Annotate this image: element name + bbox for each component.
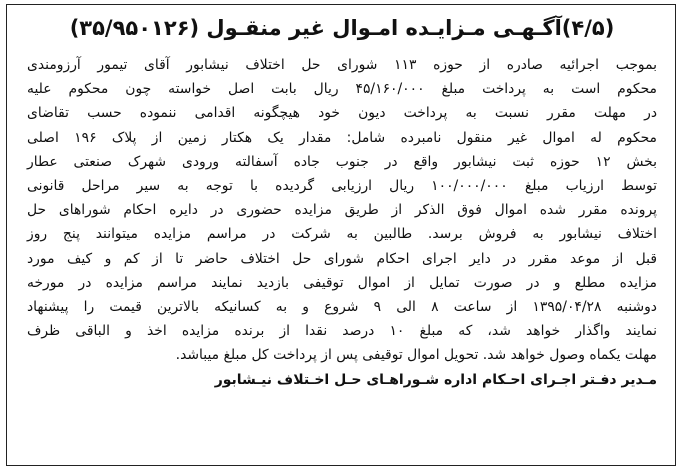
notice-line: قبل از موعد مقرر در دایر اجرای احکام شورای حل اختلاف حاضر تا از کم و کیف مورد	[27, 250, 657, 267]
notice-line: بخش ۱۲ حوزه ثبت نیشابور واقع در جنوب جاده آسفالته ورودی شهرک صنعتی عطار	[27, 153, 657, 170]
notice-line: محکوم است به پرداخت مبلغ ۴۵/۱۶۰/۰۰۰ ریال بابت اصل خواسته چون محکوم علیه	[27, 81, 658, 98]
notice-line: دوشنبه ۱۳۹۵/۰۴/۲۸ از ساعت ۸ الی ۹ شروع و به کسانیکه بالاترین قیمت را پیشنهاد	[27, 299, 657, 316]
notice-line: اختلاف نیشابور به فروش برسد. طالبین به شرکت در مراسم مزایده میتوانند پنج روز	[27, 226, 657, 243]
notice-line: مزایده مطلع و در صورت تمایل از اموال توقیفی بازدید نمایند مراسم مزایده در مورخه	[27, 274, 657, 291]
notice-line: در مهلت مقرر نسبت به پرداخت دیون خود هیچگونه اقدامی ننموده حسب تقاضای	[27, 105, 657, 122]
notice-line: مهلت یکماه وصول خواهد شد. تحویل اموال توقیفی پس از پرداخت کل مبلغ میباشد.	[175, 347, 657, 364]
legal-notice-box	[6, 4, 676, 466]
notice-signature: مـدیر دفـتر اجـرای احـکام اداره شـوراهـای حـل اخـتلاف نیـشابور	[214, 371, 657, 388]
notice-title: (۴/۵)آگـهـی مـزایـده امـوال غیر منقـول (۳۵/۹۵۰۱۲۶)	[69, 16, 615, 40]
notice-line: توسط ارزیاب مبلغ ۱۰۰/۰۰۰/۰۰۰ ریال ارزیابی گردیده با توجه به سیر مراحل قانونی	[27, 178, 658, 195]
notice-line: محکوم له اموال غیر منقول نامبرده شامل: مقدار یک هکتار زمین از پلاک ۱۹۶ اصلی	[27, 129, 657, 146]
notice-line: نمایند واگذار خواهد شد، که مبلغ ۱۰ درصد نقدا از برنده مزایده اخذ و الباقی ظرف	[27, 323, 657, 340]
notice-line: بموجب اجرائیه صادره از حوزه ۱۱۳ شورای حل اختلاف نیشابور آقای تیمور آرزومندی	[27, 57, 657, 73]
notice-line: پرونده مقرر شده اموال فوق الذکر از طریق مزایده حضوری در دایره احکام شوراهای حل	[27, 202, 657, 219]
notice-body	[27, 53, 657, 368]
